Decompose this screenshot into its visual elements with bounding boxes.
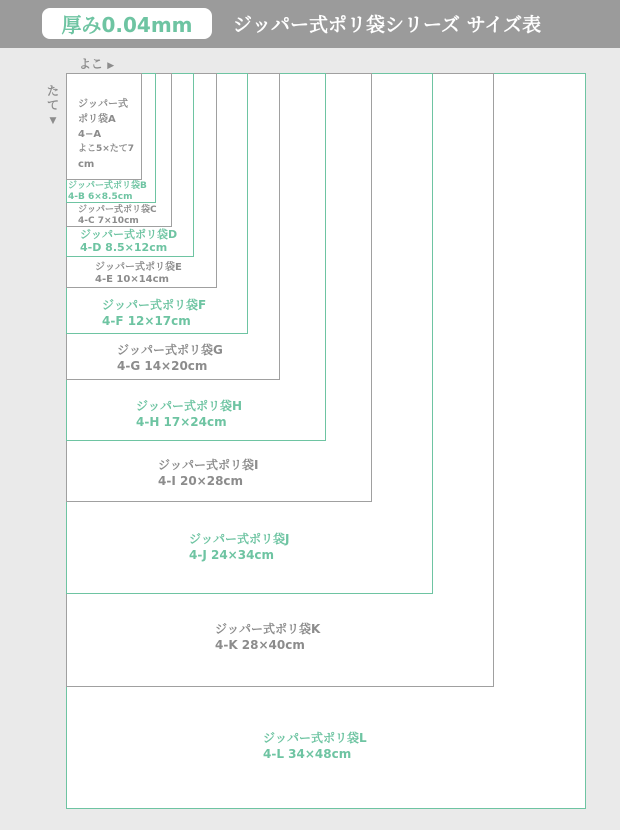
size-label-E-code: 4-E 10×14cm bbox=[95, 274, 169, 285]
size-label-F bbox=[102, 297, 206, 329]
size-label-L-name: ジッパー式ポリ袋L bbox=[263, 731, 367, 745]
size-label-H bbox=[136, 398, 242, 430]
size-label-L bbox=[263, 730, 367, 762]
size-label-G bbox=[117, 342, 223, 374]
size-label-J-code: 4-J 24×34cm bbox=[189, 548, 275, 562]
size-label-A-line5: cm bbox=[78, 159, 95, 170]
page-title: ジッパー式ポリ袋シリーズ サイズ表 bbox=[233, 14, 542, 36]
size-label-I bbox=[158, 457, 258, 489]
size-label-A-line1: ジッパー式 bbox=[78, 99, 128, 110]
size-label-C-code: 4-C 7×10cm bbox=[78, 216, 139, 226]
size-label-G-name: ジッパー式ポリ袋G bbox=[117, 343, 223, 357]
size-label-I-code: 4-I 20×28cm bbox=[158, 474, 244, 488]
size-label-A-line3: 4−A bbox=[78, 129, 102, 140]
arrow-down-icon: ▼ bbox=[49, 116, 57, 126]
size-label-K bbox=[215, 621, 320, 653]
size-label-J-name: ジッパー式ポリ袋J bbox=[189, 532, 290, 546]
size-label-C-name: ジッパー式ポリ袋C bbox=[78, 205, 157, 215]
thickness-badge: 厚み0.04mm bbox=[42, 8, 212, 39]
size-label-L-code: 4-L 34×48cm bbox=[263, 747, 352, 761]
size-label-C bbox=[78, 205, 157, 227]
size-label-E bbox=[95, 262, 182, 286]
size-label-A-line2: ポリ袋A bbox=[78, 114, 116, 125]
size-label-K-code: 4-K 28×40cm bbox=[215, 638, 305, 652]
size-label-D bbox=[80, 228, 177, 254]
arrow-right-icon: ▶ bbox=[107, 61, 115, 71]
width-axis-label bbox=[79, 55, 114, 72]
size-label-H-code: 4-H 17×24cm bbox=[136, 415, 227, 429]
height-axis-label bbox=[46, 84, 60, 128]
size-label-H-name: ジッパー式ポリ袋H bbox=[136, 399, 243, 413]
size-label-A bbox=[78, 97, 134, 172]
size-label-B-name: ジッパー式ポリ袋B bbox=[68, 181, 147, 191]
size-label-F-name: ジッパー式ポリ袋F bbox=[102, 298, 207, 312]
header-bar bbox=[0, 0, 620, 48]
size-label-D-code: 4-D 8.5×12cm bbox=[80, 241, 168, 254]
width-axis-text: よこ bbox=[79, 57, 104, 71]
size-label-G-code: 4-G 14×20cm bbox=[117, 359, 208, 373]
size-label-J bbox=[189, 531, 289, 563]
size-label-B bbox=[68, 181, 147, 203]
height-axis-text: たて bbox=[46, 84, 59, 112]
size-label-D-name: ジッパー式ポリ袋D bbox=[80, 228, 178, 241]
size-label-A-line4: よこ5×たて7 bbox=[78, 144, 135, 154]
size-label-B-code: 4-B 6×8.5cm bbox=[68, 192, 133, 202]
size-label-I-name: ジッパー式ポリ袋I bbox=[158, 458, 259, 472]
size-label-E-name: ジッパー式ポリ袋E bbox=[95, 262, 182, 273]
size-label-K-name: ジッパー式ポリ袋K bbox=[215, 622, 321, 636]
size-label-F-code: 4-F 12×17cm bbox=[102, 314, 191, 328]
